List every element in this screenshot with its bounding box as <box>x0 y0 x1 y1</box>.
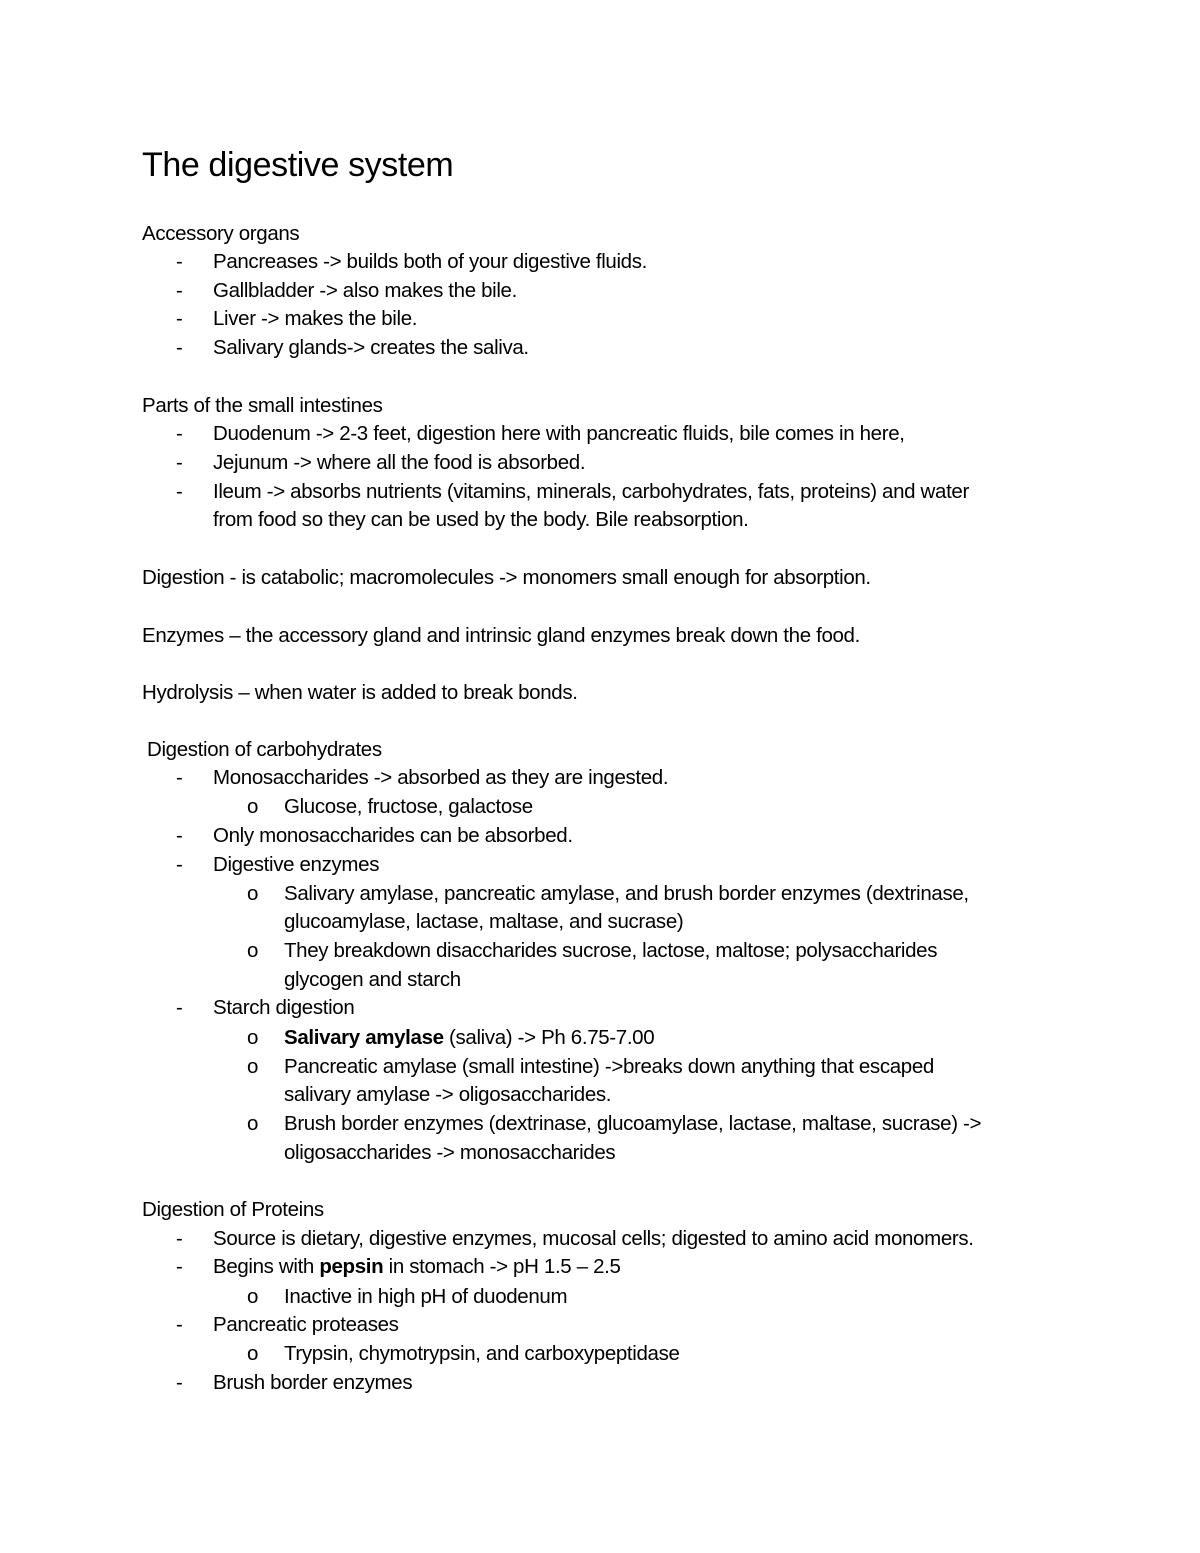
sub-list-item-continuation: salivary amylase -> oligosaccharides. <box>284 1083 612 1106</box>
definition-hydrolysis: Hydrolysis – when water is added to break bonds. <box>142 681 578 704</box>
list-item: Liver -> makes the bile. <box>213 307 418 330</box>
list-item: Digestive enzymes <box>213 853 380 876</box>
dash-bullet: - <box>176 422 183 445</box>
dash-bullet: - <box>176 250 183 273</box>
dash-bullet: - <box>176 279 183 302</box>
list-item: Monosaccharides -> absorbed as they are ingested. <box>213 766 669 789</box>
dash-bullet: - <box>176 451 183 474</box>
bold-term: pepsin <box>319 1255 384 1278</box>
dash-bullet: - <box>176 1227 183 1250</box>
sub-list-item: They breakdown disaccharides sucrose, lactose, maltose; polysaccharides <box>284 939 938 962</box>
dash-bullet: - <box>176 766 183 789</box>
dash-bullet: - <box>176 1255 183 1278</box>
definition-digestion: Digestion - is catabolic; macromolecules -> monomers small enough for absorption. <box>142 566 871 589</box>
dash-bullet: - <box>176 307 183 330</box>
list-item-text: Begins with <box>213 1255 320 1278</box>
page-title: The digestive system <box>142 146 454 184</box>
sub-list-item-continuation: glucoamylase, lactase, maltase, and sucrase) <box>284 910 684 933</box>
section-heading-accessory-organs: Accessory organs <box>142 222 300 245</box>
list-item <box>213 1253 621 1281</box>
circle-bullet: o <box>247 1342 259 1365</box>
list-item: Pancreatic proteases <box>213 1313 399 1336</box>
list-item: Ileum -> absorbs nutrients (vitamins, minerals, carbohydrates, fats, proteins) and water <box>213 480 969 503</box>
list-item: Duodenum -> 2-3 feet, digestion here with pancreatic fluids, bile comes in here, <box>213 422 905 445</box>
sub-list-item: Brush border enzymes (dextrinase, glucoamylase, lactase, maltase, sucrase) -> <box>284 1112 982 1135</box>
sub-list-item: Inactive in high pH of duodenum <box>284 1285 568 1308</box>
section-heading-carbohydrates: Digestion of carbohydrates <box>147 738 382 761</box>
circle-bullet: o <box>247 882 259 905</box>
dash-bullet: - <box>176 853 183 876</box>
dash-bullet: - <box>176 996 183 1019</box>
sub-list-item: Salivary amylase, pancreatic amylase, and brush border enzymes (dextrinase, <box>284 882 969 905</box>
circle-bullet: o <box>247 1055 259 1078</box>
dash-bullet: - <box>176 1371 183 1394</box>
list-item: Source is dietary, digestive enzymes, mucosal cells; digested to amino acid monomers. <box>213 1227 974 1250</box>
section-heading-small-intestines: Parts of the small intestines <box>142 394 383 417</box>
sub-list-item-continuation: oligosaccharides -> monosaccharides <box>284 1141 616 1164</box>
sub-list-item: Pancreatic amylase (small intestine) ->breaks down anything that escaped <box>284 1055 934 1078</box>
sub-list-item-text: (saliva) -> Ph 6.75-7.00 <box>443 1026 655 1049</box>
dash-bullet: - <box>176 824 183 847</box>
list-item: Only monosaccharides can be absorbed. <box>213 824 573 847</box>
list-item: Jejunum -> where all the food is absorbed. <box>213 451 586 474</box>
list-item: Salivary glands-> creates the saliva. <box>213 336 529 359</box>
sub-list-item: Glucose, fructose, galactose <box>284 795 533 818</box>
circle-bullet: o <box>247 1026 259 1049</box>
dash-bullet: - <box>176 1313 183 1336</box>
sub-list-item <box>284 1024 654 1052</box>
list-item: Gallbladder -> also makes the bile. <box>213 279 517 302</box>
sub-list-item-continuation: glycogen and starch <box>284 968 461 991</box>
circle-bullet: o <box>247 1112 259 1135</box>
list-item: Brush border enzymes <box>213 1371 413 1394</box>
dash-bullet: - <box>176 336 183 359</box>
bold-term: Salivary amylase <box>284 1026 444 1049</box>
circle-bullet: o <box>247 1285 259 1308</box>
sub-list-item: Trypsin, chymotrypsin, and carboxypeptidase <box>284 1342 680 1365</box>
dash-bullet: - <box>176 480 183 503</box>
circle-bullet: o <box>247 939 259 962</box>
list-item-continuation: from food so they can be used by the body. Bile reabsorption. <box>213 508 749 531</box>
section-heading-proteins: Digestion of Proteins <box>142 1198 324 1221</box>
list-item: Starch digestion <box>213 996 355 1019</box>
definition-enzymes: Enzymes – the accessory gland and intrinsic gland enzymes break down the food. <box>142 624 860 647</box>
list-item: Pancreases -> builds both of your digestive fluids. <box>213 250 647 273</box>
circle-bullet: o <box>247 795 259 818</box>
list-item-text: in stomach -> pH 1.5 – 2.5 <box>383 1255 621 1278</box>
